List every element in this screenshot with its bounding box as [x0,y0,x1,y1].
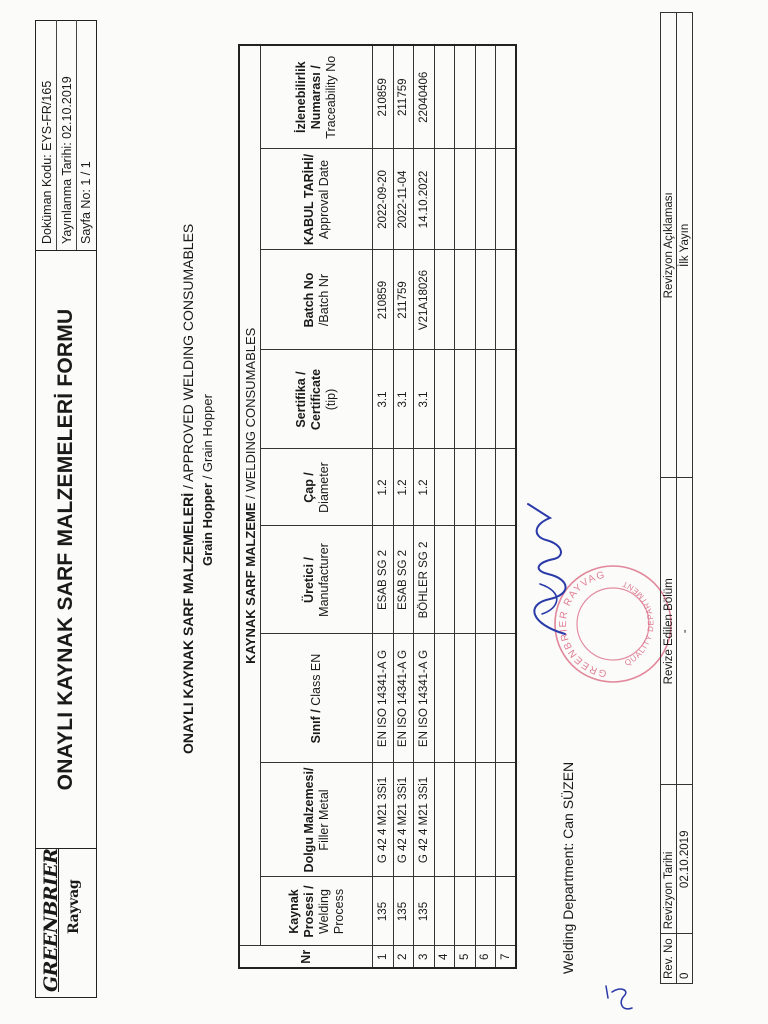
cell-trace [475,45,496,149]
heading-rest: / APPROVED WELDING CONSUMABLES [180,223,196,493]
table-row [414,45,435,968]
rev-cell-rev_date: 02.10.2019 [677,785,693,934]
cell-filler [496,763,517,877]
cell-approval [434,149,455,250]
cell-diameter: 1.2 [393,449,414,526]
revision-row [677,13,693,984]
cell-batch: V21A18026 [414,250,435,350]
cell-batch [475,250,496,350]
cell-process [434,877,455,946]
table-row [393,45,414,968]
heading-bold: ONAYLI KAYNAK SARF MALZEMELERİ [180,492,196,754]
publish-date: Yayınlanma Tarihi: 02.10.2019 [60,76,74,244]
cell-class [455,634,476,763]
cell-manufacturer: ESAB SG 2 [393,526,414,634]
cell-certificate: 3.1 [393,350,414,449]
col-traceability: İzlenebilirlik Numarası / Traceability No [261,45,373,149]
cell-manufacturer [496,526,517,634]
cell-approval [475,149,496,250]
cell-manufacturer [455,526,476,634]
rev-cell-desc: İlk Yayın [677,13,693,478]
cell-class [475,634,496,763]
signature [520,494,580,644]
cell-trace [434,45,455,149]
col-diameter: Çap / Diameter [261,449,373,526]
project-rest: / Grain Hopper [200,394,215,483]
cell-approval [455,149,476,250]
stamp-text-bottom: QUALITY DEPARTMENT [620,578,656,668]
cell-nr: 4 [434,946,455,968]
rev-cell-section: - [677,478,693,785]
cell-class [434,634,455,763]
cell-diameter [434,449,455,526]
cell-approval [496,149,517,250]
cell-diameter: 1.2 [414,449,435,526]
cell-nr: 7 [496,946,517,968]
consumables-table [238,44,517,969]
table-body [373,45,517,968]
col-nr: Nr [239,946,373,968]
cell-filler: G 42 4 M21 3Si1 [373,763,394,877]
cell-trace: 22040406 [414,45,435,149]
cell-diameter: 1.2 [373,449,394,526]
cell-batch: 210859 [373,250,394,350]
revision-body [677,13,693,984]
cell-certificate [455,350,476,449]
cell-process: 135 [373,877,394,946]
cell-diameter [475,449,496,526]
rev-no-header: Rev. No [661,934,677,984]
cell-approval: 2022-09-20 [373,149,394,250]
cell-batch: 211759 [393,250,414,350]
title-cell [35,250,97,848]
cell-manufacturer: BÖHLER SG 2 [414,526,435,634]
cell-batch [434,250,455,350]
cell-class: EN ISO 14341-A G [373,634,394,763]
cell-manufacturer [475,526,496,634]
table-row [434,45,455,968]
rev-cell-rev_no: 0 [677,934,693,984]
doc-code: Doküman Kodu: EYS-FR/165 [40,80,54,244]
cell-nr: 2 [393,946,414,968]
cell-batch [455,250,476,350]
svg-text:QUALITY DEPARTMENT [620,579,655,668]
table-row [455,45,476,968]
cell-class: EN ISO 14341-A G [393,634,414,763]
cell-process [455,877,476,946]
cell-process: 135 [414,877,435,946]
group-header: KAYNAK SARF MALZEME / WELDING CONSUMABLES [239,45,261,946]
project-heading [200,394,215,566]
page-number: Sayfa No: 1 / 1 [79,161,93,244]
cell-trace [496,45,517,149]
table-row [475,45,496,968]
project-bold: Grain Hopper [200,482,215,566]
col-manufacturer: Üretici / Manufacturer [261,526,373,634]
col-batch: Batch No /Batch Nr [261,250,373,350]
section-heading [180,224,196,754]
cell-manufacturer [434,526,455,634]
col-process: Kaynak Prosesi / Welding Process [261,877,373,946]
cell-batch [496,250,517,350]
col-class: Sınıf / Class EN [261,634,373,763]
cell-approval: 2022-11-04 [393,149,414,250]
cell-filler [434,763,455,877]
margin-scribble [600,976,640,1016]
cell-certificate [496,350,517,449]
cell-certificate: 3.1 [414,350,435,449]
cell-nr: 6 [475,946,496,968]
cell-filler: G 42 4 M21 3Si1 [414,763,435,877]
table-row [496,45,517,968]
cell-trace [455,45,476,149]
revision-table [660,12,693,984]
cell-class [496,634,517,763]
cell-diameter [455,449,476,526]
col-certificate: Sertifika / Certificate (tip) [261,350,373,449]
cell-nr: 5 [455,946,476,968]
cell-process: 135 [393,877,414,946]
rev-section-header: Revize Edilen Bölüm [661,478,677,785]
cell-filler: G 42 4 M21 3Si1 [393,763,414,877]
form-title: ONAYLI KAYNAK SARF MALZEMELERİ FORMU [54,308,77,791]
cell-trace: 210859 [373,45,394,149]
cell-trace: 211759 [393,45,414,149]
cell-approval: 14.10.2022 [414,149,435,250]
cell-process [475,877,496,946]
company-logo-sub: Rayvag [66,879,82,934]
cell-manufacturer: ESAB SG 2 [373,526,394,634]
stamp-text-top: GREENBRIER RAYVAG [557,569,608,679]
cell-nr: 3 [414,946,435,968]
col-filler: Dolgu Malzemesi/ Filler Metal [261,763,373,877]
cell-diameter [496,449,517,526]
rev-date-header: Revizyon Tarihi [661,785,677,934]
cell-nr: 1 [373,946,394,968]
cell-filler [455,763,476,877]
department-line: Welding Department: Can SÜZEN [560,761,576,974]
cell-process [496,877,517,946]
cell-filler [475,763,496,877]
rev-desc-header: Revizyon Açıklaması [661,13,677,478]
table-row [373,45,394,968]
cell-certificate [434,350,455,449]
cell-certificate [475,350,496,449]
cell-class: EN ISO 14341-A G [414,634,435,763]
company-logo: GREENBRIER [40,848,62,992]
col-approval: KABUL TARİHİ/ Approval Date [261,149,373,250]
cell-certificate: 3.1 [373,350,394,449]
